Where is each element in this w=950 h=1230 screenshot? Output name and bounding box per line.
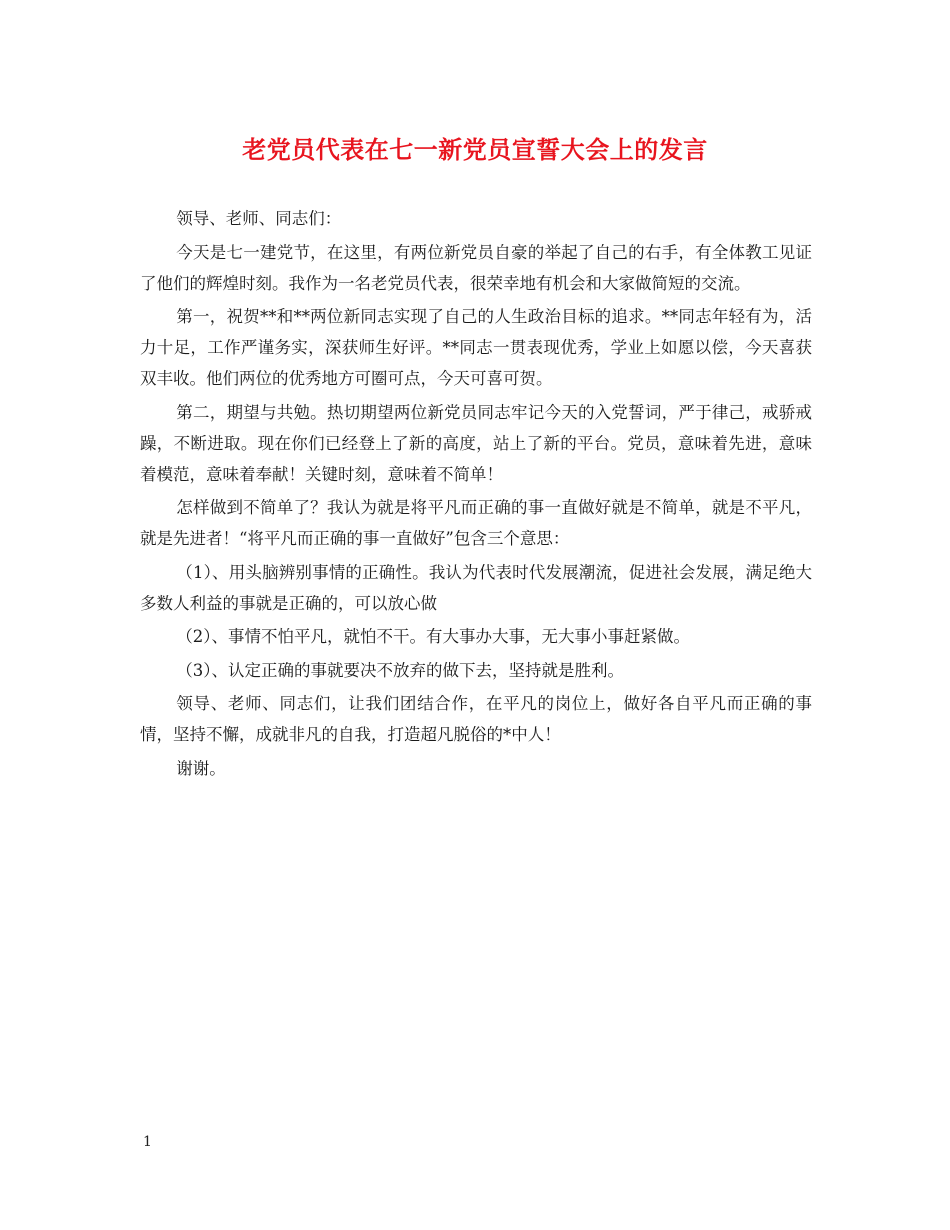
- document-title: 老党员代表在七一新党员宣誓大会上的发言: [242, 136, 708, 164]
- list-item-paragraph: （3）、认定正确的事就要决不放弃的做下去，坚持就是胜利。: [176, 660, 625, 680]
- list-item-paragraph: （2）、事情不怕平凡，就怕不干。有大事办大事，无大事小事赶紧做。: [176, 627, 691, 646]
- closing-paragraph: 谢谢。: [176, 758, 226, 778]
- body-paragraph: 今天是七一建党节，在这里，有两位新党员自豪的举起了自己的右手，有全体教工见证了他们的辉煌时刻。我作为一名老党员代表，很荣幸地有机会和大家做简短的交流。: [140, 242, 812, 293]
- list-item-paragraph: （1）、用头脑辨别事情的正确性。我认为代表时代发展潮流，促进社会发展，满足绝大多数人利益的事就是正确的，可以放心做: [140, 562, 812, 613]
- document-body: [140, 203, 812, 786]
- body-paragraph: 第一，祝贺**和**两位新同志实现了自己的人生政治目标的追求。**同志年轻有为，活力十足，工作严谨务实，深获师生好评。**同志一贯表现优秀，学业上如愿以偿，今天喜获双丰收。他们两位的优秀地方可圈可点，今天可喜可贺。: [140, 307, 812, 388]
- body-paragraph: 第二，期望与共勉。热切期望两位新党员同志牢记今天的入党誓词，严于律己，戒骄戒躁，不断进取。现在你们已经登上了新的高度，站上了新的平台。党员，意味着先进，意味着模范，意味着奉献！关键时刻，意味着不简单！: [140, 402, 812, 484]
- body-paragraph: 领导、老师、同志们，让我们团结合作，在平凡的岗位上，做好各自平凡而正确的事情，坚持不懈，成就非凡的自我，打造超凡脱俗的*中人！: [140, 694, 812, 744]
- page-number: 1: [143, 1134, 152, 1150]
- body-paragraph: 怎样做到不简单了？我认为就是将平凡而正确的事一直做好就是不简单，就是不平凡，就是先进者！“将平凡而正确的事一直做好”包含三个意思：: [140, 498, 812, 548]
- salutation-paragraph: 领导、老师、同志们：: [176, 209, 342, 228]
